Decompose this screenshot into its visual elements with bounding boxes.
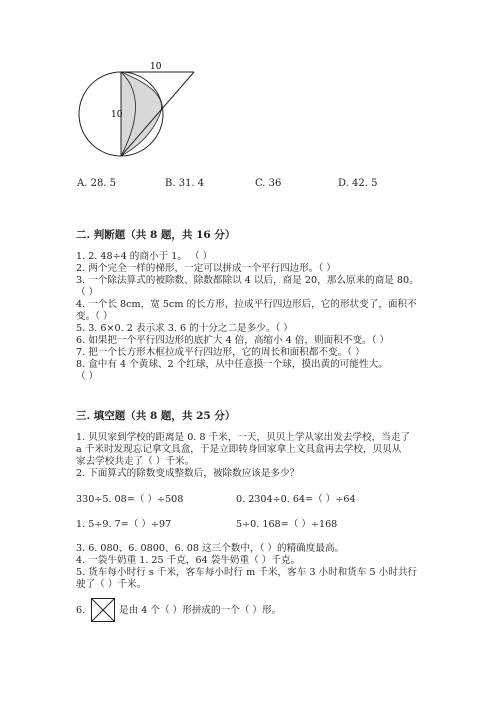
section3-title: 三. 填空题（共 8 题，共 25 分） <box>76 410 236 422</box>
fill-line: 3. 6. 080、6. 0800、6. 08 这三个数中，（ ）的精确度最高。 <box>76 543 345 554</box>
fill-q1 <box>76 432 410 480</box>
fill-line: 2. 下面算式的除数变成整数后，被除数应该是多少？ <box>76 468 300 479</box>
top-length-label: 10 <box>150 62 162 72</box>
fill-line: 家去学校共走了（ ）千米。 <box>76 456 195 467</box>
judge-line: 6. 如果把一个平行四边形的底扩大 4 倍，高缩小 4 倍，则面积不变。（ ） <box>76 335 390 346</box>
calc-1: 330÷5. 08=（ ）÷508 <box>76 494 184 505</box>
section2-title: 二. 判断题（共 8 题，共 16 分） <box>76 229 236 241</box>
fill-q3-q5 <box>76 543 417 591</box>
option-d[interactable]: D. 42. 5 <box>338 178 378 189</box>
q6-number: 6. <box>76 605 86 616</box>
fill-line: 5. 货车每小时行 s 千米，客车每小时行 m 千米，客车 3 小时和货车 5 小时共行 <box>76 567 418 578</box>
option-a[interactable]: A. 28. 5 <box>77 178 117 189</box>
fill-line: 1. 贝贝家到学校的距离是 0. 8 千米，一天，贝贝上学从家出发去学校，当走了 <box>76 432 411 443</box>
judge-line: 1. 2. 48÷4 的商小于 1。 （ ） <box>76 251 213 262</box>
fill-line: a 千米时发现忘记拿文具盒，于是立即转身回家拿上文具盒再去学校，贝贝从 <box>76 444 402 455</box>
judge-line: 7. 把一个长方形木框拉成平行四边形，它的周长和面积都不变。（ ） <box>76 347 365 358</box>
geometry-figure <box>0 0 500 175</box>
q6-text: 是由 4 个（ ）形拼成的一个（ ）形。 <box>119 605 282 616</box>
calc-3: 1. 5÷9. 7=（ ）÷97 <box>76 519 172 530</box>
judge-line: 2. 两个完全一样的梯形，一定可以拼成一个平行四边形。（ ） <box>76 263 336 274</box>
judge-line: （ ） <box>76 287 99 298</box>
option-b[interactable]: B. 31. 4 <box>165 178 205 189</box>
side-length-label: 10 <box>111 110 123 120</box>
judge-line: 4. 一个长 8cm，宽 5cm 的长方形，拉成平行四边形后，它的形状变了，面积不 <box>76 299 417 310</box>
judge-line: 5. 3. 6×0. 2 表示求 3. 6 的十分之二是多少。（ ） <box>76 323 293 334</box>
shaded-region <box>121 72 162 156</box>
fill-line: 驶了（ ）千米。 <box>76 579 147 590</box>
q6-square-figure <box>91 598 115 622</box>
judge-line: 8. 盒中有 4 个黄球、2 个红球，从中任意摸一个球，摸出黄的可能性大。 <box>76 359 388 370</box>
judge-list <box>76 251 419 383</box>
option-c[interactable]: C. 36 <box>255 178 282 189</box>
judge-line: 变。（ ） <box>76 311 113 322</box>
judge-line: （ ） <box>76 371 99 382</box>
fill-line: 4. 一袋牛奶重 1. 25 千克，64 袋牛奶重（ ）千克。 <box>76 555 301 566</box>
judge-line: 3. 一个除法算式的被除数、除数都除以 4 以后，商是 20，那么原来的商是 80。 <box>76 275 419 286</box>
calc-2: 0. 2304÷0. 64=（ ）÷64 <box>236 494 356 505</box>
calc-4: 5÷0. 168=（ ）÷168 <box>236 519 338 530</box>
